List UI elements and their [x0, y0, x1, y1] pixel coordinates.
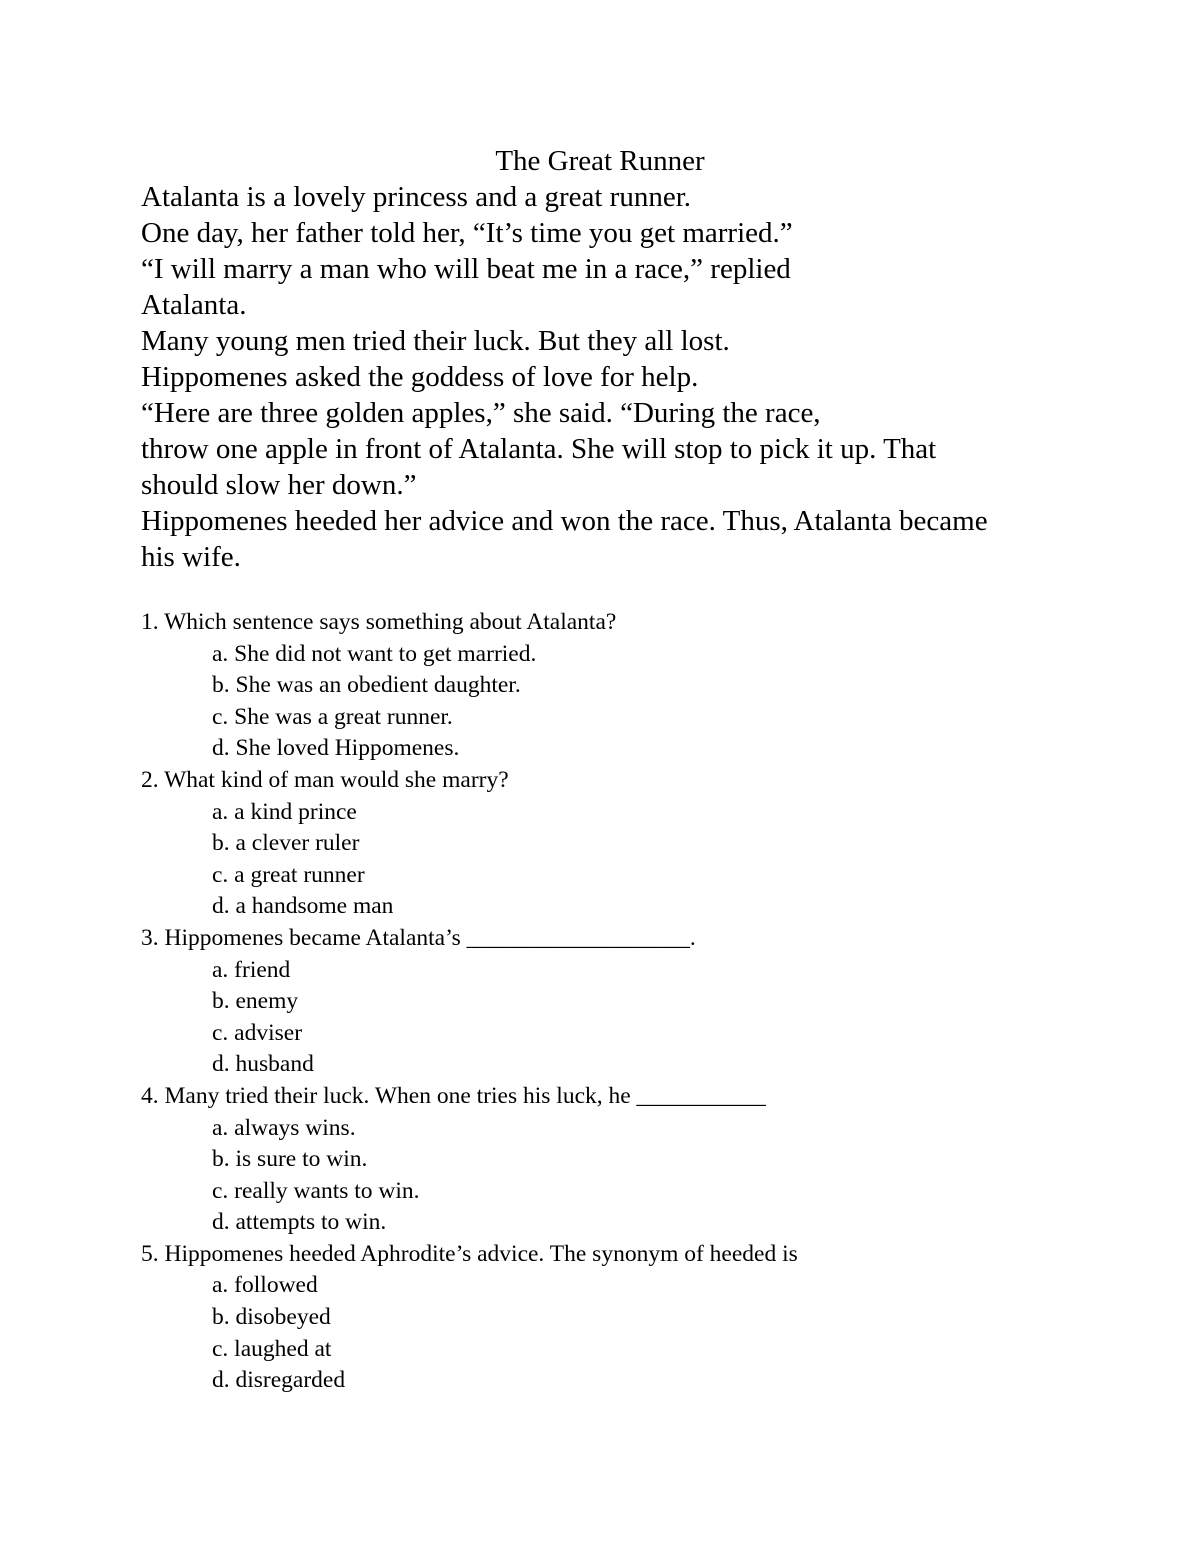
story-line: should slow her down.” [141, 469, 417, 501]
question-3-option-a: a. friend [212, 956, 291, 983]
story-line: Atalanta. [141, 289, 247, 321]
question-1-option-a: a. She did not want to get married. [212, 640, 537, 667]
story-line: Atalanta is a lovely princess and a great runner. [141, 181, 691, 213]
question-4-option-c: c. really wants to win. [212, 1177, 420, 1204]
page-title: The Great Runner [495, 145, 705, 177]
question-5-option-c: c. laughed at [212, 1335, 332, 1362]
story-line: Hippomenes asked the goddess of love for help. [141, 361, 699, 393]
story-line: Many young men tried their luck. But they all lost. [141, 325, 730, 357]
question-4-option-d: d. attempts to win. [212, 1209, 387, 1236]
question-1: 1. Which sentence says something about Atalanta? [141, 609, 617, 635]
question-5-option-d: d. disregarded [212, 1367, 346, 1394]
story-line: his wife. [141, 541, 241, 573]
question-3: 3. Hippomenes became Atalanta’s ___________________. [141, 924, 696, 951]
question-3-option-b: b. enemy [212, 988, 299, 1015]
question-4-option-b: b. is sure to win. [212, 1146, 368, 1173]
question-2: 2. What kind of man would she marry? [141, 766, 509, 793]
question-list [141, 607, 1101, 1397]
question-5-option-a: a. followed [212, 1272, 318, 1299]
question-1-option-b: b. She was an obedient daughter. [212, 672, 521, 699]
question-5: 5. Hippomenes heeded Aphrodite’s advice. The synonym of heeded is [141, 1240, 798, 1267]
question-2-option-a: a. a kind prince [212, 798, 357, 825]
question-2-option-b: b. a clever ruler [212, 830, 360, 857]
question-4-option-a: a. always wins. [212, 1114, 356, 1141]
question-5-option-b: b. disobeyed [212, 1304, 331, 1331]
story-text [141, 179, 1101, 575]
question-2-option-c: c. a great runner [212, 861, 365, 888]
question-2-option-d: d. a handsome man [212, 893, 394, 920]
question-1-option-c: c. She was a great runner. [212, 703, 453, 730]
story-line: “Here are three golden apples,” she said. “During the race, [141, 397, 821, 429]
story-line: Hippomenes heeded her advice and won the race. Thus, Atalanta became [141, 505, 988, 537]
story-line: “I will marry a man who will beat me in a race,” replied [141, 253, 791, 285]
story-line: throw one apple in front of Atalanta. She will stop to pick it up. That [141, 433, 937, 465]
question-4: 4. Many tried their luck. When one tries his luck, he ___________ [141, 1082, 766, 1109]
question-3-option-c: c. adviser [212, 1019, 303, 1046]
question-3-option-d: d. husband [212, 1051, 314, 1078]
story-line: One day, her father told her, “It’s time you get married.” [141, 217, 793, 249]
question-1-option-d: d. She loved Hippomenes. [212, 735, 460, 762]
